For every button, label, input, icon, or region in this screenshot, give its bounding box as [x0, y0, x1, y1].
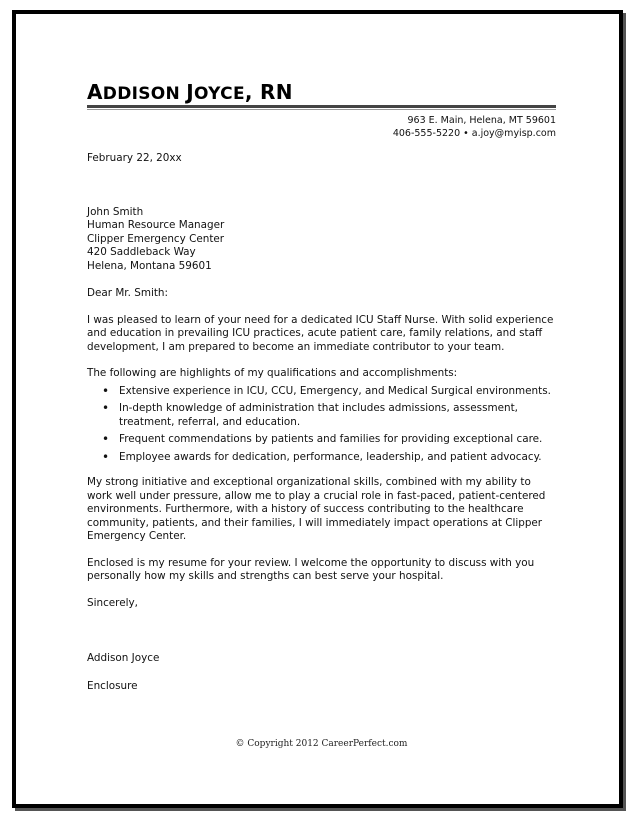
contact-phone-email: 406-555-5220 • a.joy@myisp.com — [392, 128, 556, 139]
highlights-intro: The following are highlights of my qualifications and accomplishments: — [87, 367, 458, 379]
name-credential: , RN — [244, 80, 293, 104]
list-item: • In-depth knowledge of administration that includes admissions, assessment, treatment, referral, and education. — [119, 402, 557, 429]
paragraph-enclosed: Enclosed is my resume for your review. I welcome the opportunity to discuss with you personally how my skills and strengths can best serve your hospital. — [87, 556, 535, 582]
paragraph-skills: My strong initiative and exceptional organizational skills, combined with my ability to work well under pressure, allow me to play a crucial role in fast-paced, patient-centered environments. Furthermore, with a history of success contributing to the healthcare community, patients, and their families, I will immediately impact operations at Clipper Emergency Center. — [87, 476, 546, 542]
name-initial-first: A — [87, 80, 103, 104]
recipient-line: 420 Saddleback Way — [87, 246, 196, 258]
salutation: Dear Mr. Smith: — [87, 287, 168, 299]
list-item: • Employee awards for dedication, performance, leadership, and patient advocacy. — [119, 451, 557, 465]
name-initial-last: J — [186, 80, 195, 104]
signature-name: Addison Joyce — [87, 652, 160, 664]
header-divider-thin — [87, 109, 556, 110]
recipient-address — [87, 206, 557, 274]
recipient-line: Helena, Montana 59601 — [87, 259, 212, 272]
highlights-list — [87, 385, 557, 465]
letter-date: February 22, 20xx — [87, 152, 182, 164]
contact-address: 963 E. Main, Helena, MT 59601 — [407, 115, 556, 126]
paragraph-intro: I was pleased to learn of your need for a dedicated ICU Staff Nurse. With solid experience and education in prevailing ICU practices, acute patient care, family relations, and staff development, I am prepared to become an immediate contributor to your team. — [87, 313, 554, 353]
applicant-name — [87, 80, 293, 104]
recipient-line: John Smith — [87, 205, 144, 218]
copyright-notice: © Copyright 2012 CareerPerfect.com — [235, 739, 408, 749]
list-item: • Extensive experience in ICU, CCU, Emergency, and Medical Surgical environments. — [119, 385, 557, 399]
letter-body — [87, 152, 557, 693]
recipient-line: Clipper Emergency Center — [87, 232, 225, 245]
name-rest-last: OYCE — [194, 84, 245, 104]
recipient-line: Human Resource Manager — [87, 219, 225, 231]
contact-block — [393, 114, 556, 140]
name-rest-first: DDISON — [102, 84, 181, 104]
enclosure-note: Enclosure — [87, 679, 138, 692]
list-item: • Frequent commendations by patients and families for providing exceptional care. — [119, 433, 557, 447]
closing: Sincerely, — [87, 596, 138, 609]
header-divider — [87, 105, 556, 108]
